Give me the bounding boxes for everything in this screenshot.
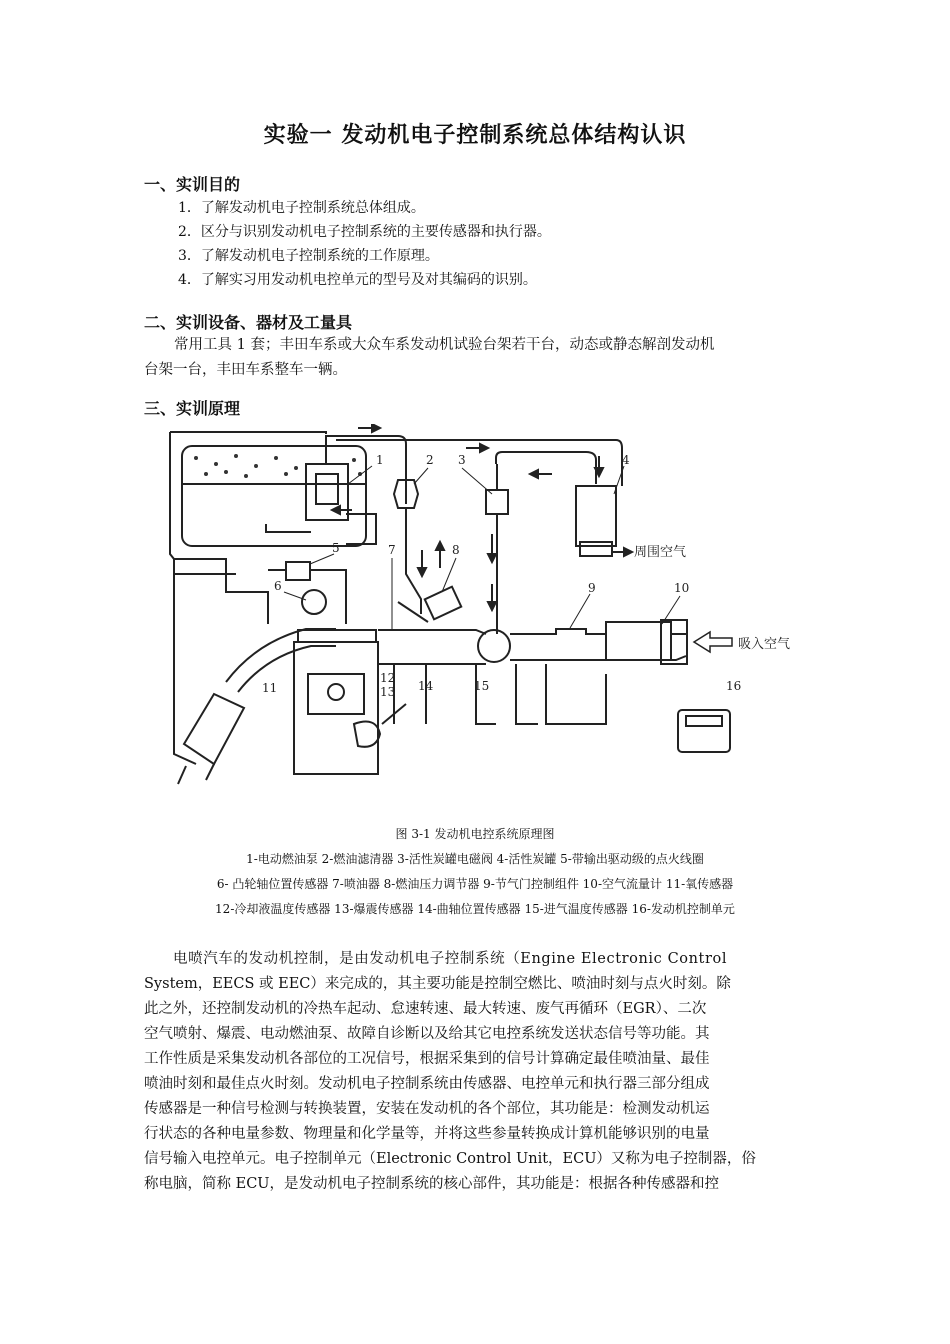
label-14: 14 [418, 679, 434, 693]
section2-heading: 二、实训设备、器材及工量具 [144, 313, 353, 332]
label-7: 7 [388, 543, 396, 557]
section2-line1: 常用工具 1 套；丰田车系或大众车系发动机试验台架若干台，动态或静态解剖发动机 [174, 337, 715, 353]
body-line: 工作性质是采集发动机各部位的工况信号，根据采集到的信号计算确定最佳喷油量、最佳 [144, 1051, 710, 1067]
body-line: 信号输入电控单元。电子控制单元（Electronic Control Unit，ECU）又称为电子控制器，俗 [144, 1151, 756, 1167]
label-6: 6 [274, 579, 282, 593]
label-2: 2 [426, 453, 434, 467]
list-item: 4．了解实习用发动机电控单元的型号及对其编码的识别。 [178, 272, 537, 288]
body-line: 电喷汽车的发动机控制，是由发动机电子控制系统（Engine Electronic Control [173, 951, 728, 967]
label-10: 10 [674, 581, 690, 595]
figure-caption: 图 3-1 发动机电控系统原理图 [395, 827, 555, 841]
list-item: 1．了解发动机电子控制系统总体组成。 [178, 200, 425, 216]
list-item: 3．了解发动机电子控制系统的工作原理。 [178, 248, 439, 264]
label-3: 3 [458, 453, 466, 467]
engine-control-diagram [166, 424, 806, 812]
label-16: 16 [726, 679, 742, 693]
section2-line2: 台架一台，丰田车系整车一辆。 [144, 362, 347, 378]
label-1: 1 [376, 453, 384, 467]
ambient-air-label: 周围空气 [634, 545, 687, 560]
legend-line: 6- 凸轮轴位置传感器 7-喷油器 8-燃油压力调节器 9-节气门控制组件 10-空气流量计 11-氧传感器 [216, 877, 734, 891]
section1-heading: 一、实训目的 [144, 175, 241, 194]
intake-air-label: 吸入空气 [738, 637, 791, 652]
legend-line: 12-冷却液温度传感器 13-爆震传感器 14-曲轴位置传感器 15-进气温度传感器 16-发动机控制单元 [215, 902, 735, 916]
body-line: 传感器是一种信号检测与转换装置，安装在发动机的各个部位，其功能是：检测发动机运 [144, 1101, 710, 1117]
section3-heading: 三、实训原理 [144, 399, 241, 418]
label-15: 15 [474, 679, 490, 693]
label-11: 11 [262, 681, 278, 695]
legend-line: 1-电动燃油泵 2-燃油滤清器 3-活性炭罐电磁阀 4-活性炭罐 5-带输出驱动级的点火线圈 [246, 852, 704, 866]
body-line: 行状态的各种电量参数、物理量和化学量等，并将这些参量转换成计算机能够识别的电量 [144, 1126, 710, 1142]
body-line: 喷油时刻和最佳点火时刻。发动机电子控制系统由传感器、电控单元和执行器三部分组成 [144, 1076, 710, 1092]
body-line: 称电脑，简称 ECU，是发动机电子控制系统的核心部件，其功能是：根据各种传感器和控 [144, 1176, 720, 1192]
list-item: 2．区分与识别发动机电子控制系统的主要传感器和执行器。 [178, 224, 551, 240]
body-line: 空气喷射、爆震、电动燃油泵、故障自诊断以及给其它电控系统发送状态信号等功能。其 [144, 1026, 710, 1042]
label-5: 5 [332, 541, 340, 555]
body-line: System，EECS 或 EEC）来完成的，其主要功能是控制空燃比、喷油时刻与点火时刻。除 [144, 976, 731, 992]
body-line: 此之外，还控制发动机的冷热车起动、怠速转速、最大转速、废气再循环（EGR）、二次 [144, 1001, 707, 1017]
label-4: 4 [622, 453, 630, 467]
label-12: 12 [380, 671, 396, 685]
label-13: 13 [380, 685, 396, 699]
page-title: 实验一 发动机电子控制系统总体结构认识 [263, 123, 687, 148]
label-9: 9 [588, 581, 596, 595]
label-8: 8 [452, 543, 460, 557]
